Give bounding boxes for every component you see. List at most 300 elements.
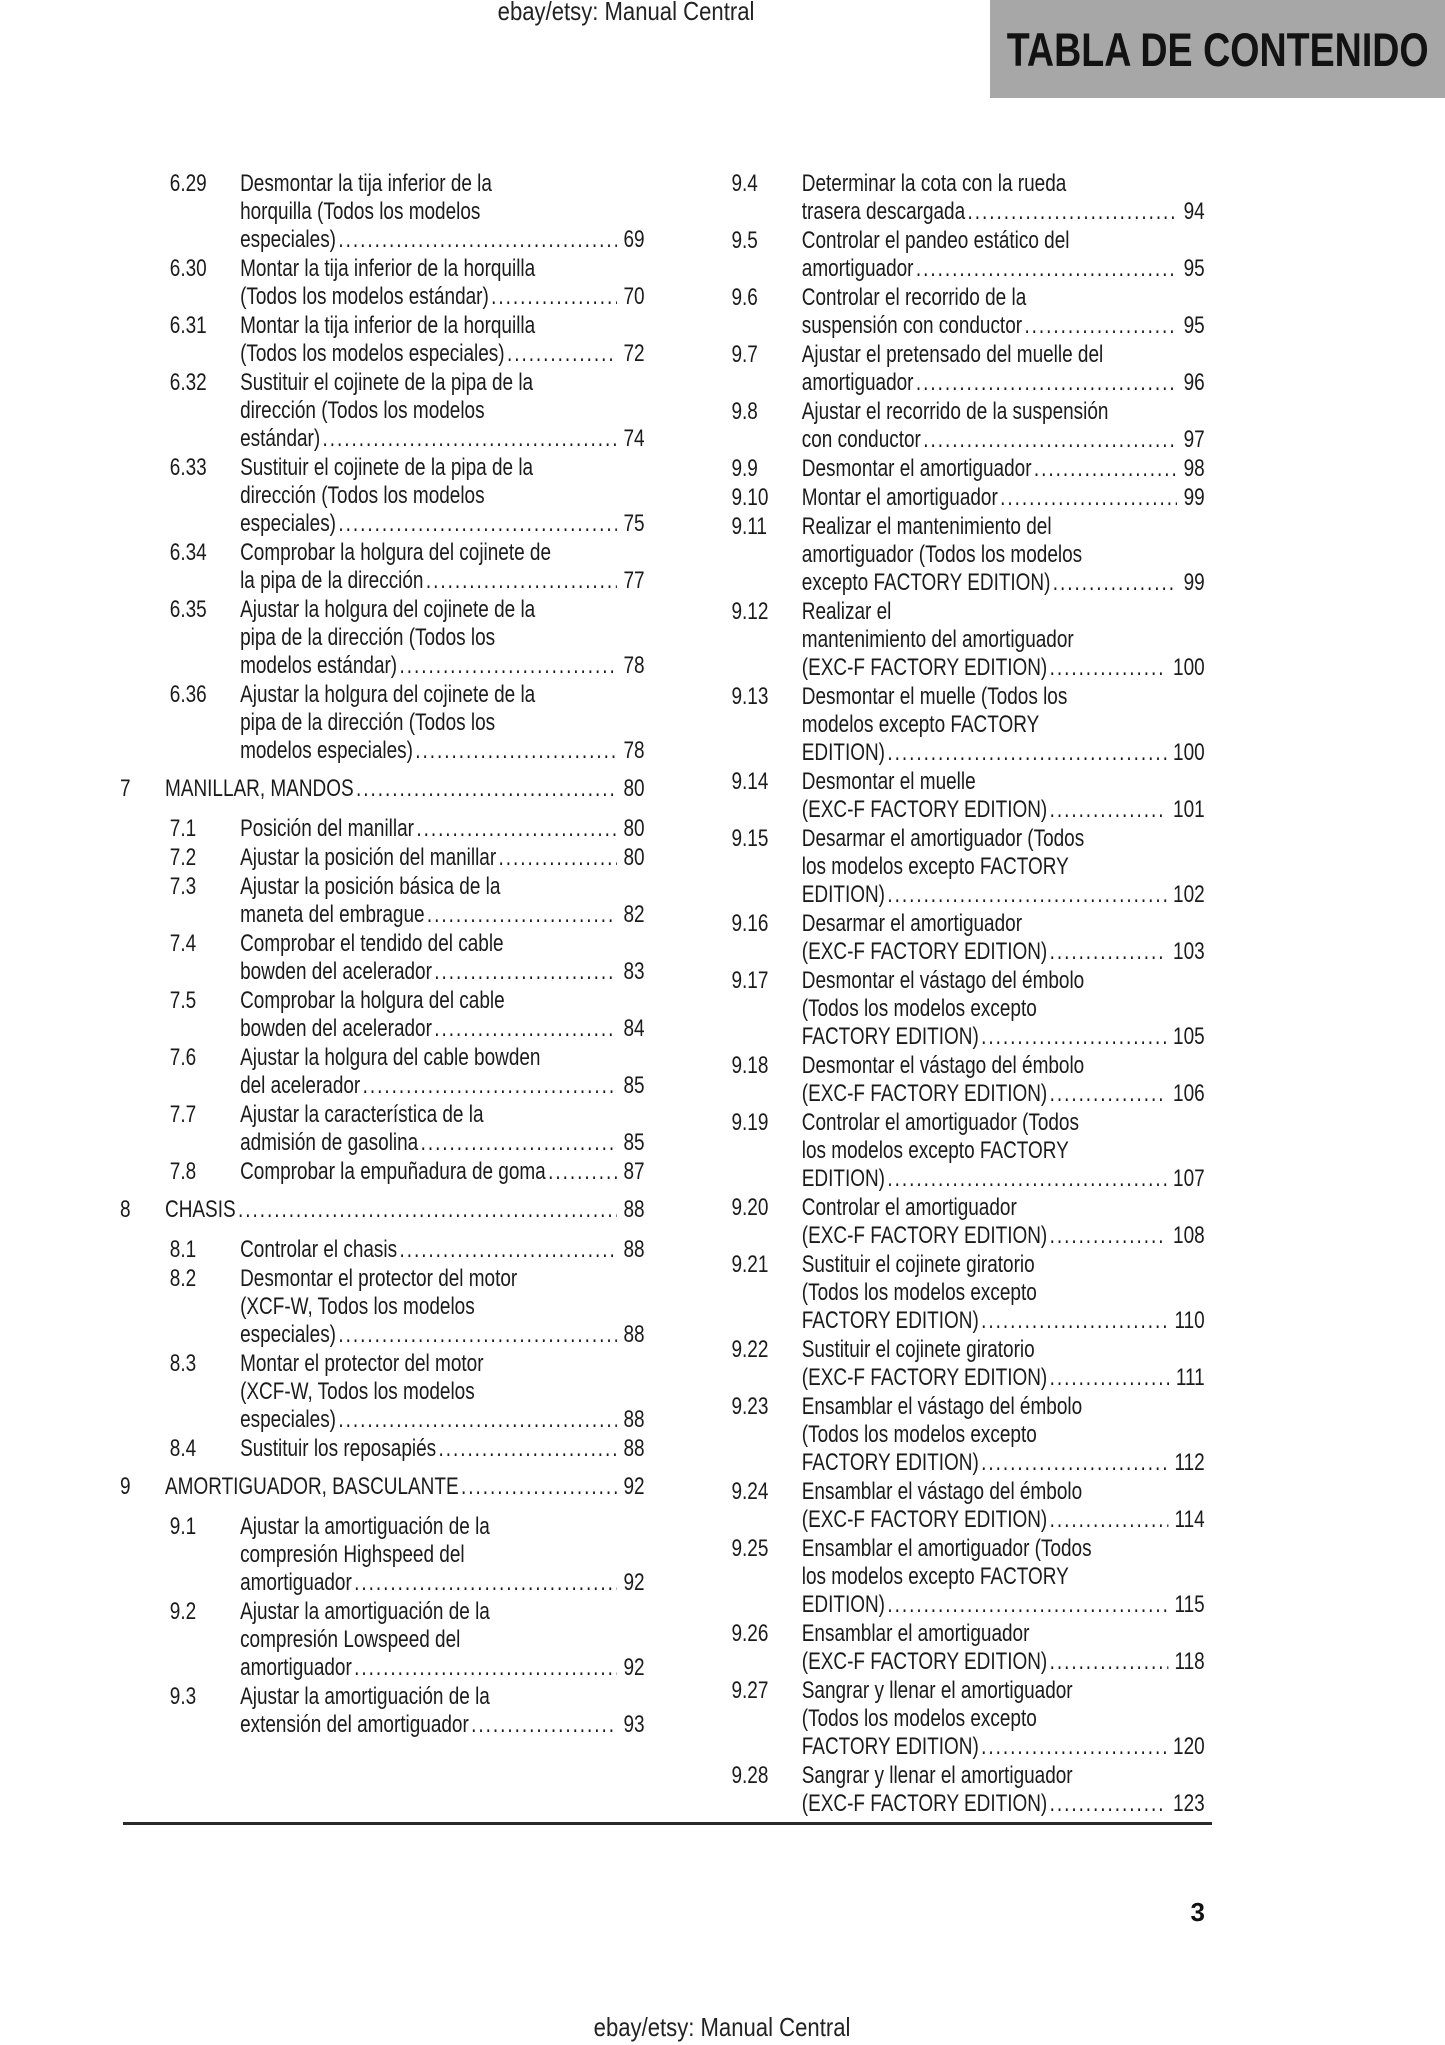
toc-page-ref: 88 bbox=[623, 1196, 645, 1223]
toc-entry-text-line: (Todos los modelos especiales) bbox=[240, 340, 505, 367]
footer-watermark-text: ebay/etsy: Manual Central bbox=[594, 2012, 851, 2042]
toc-entry-number: 9.26 bbox=[731, 1620, 769, 1647]
toc-entry bbox=[120, 1598, 645, 1682]
toc-page-ref: 88 bbox=[623, 1435, 645, 1462]
dot-leader bbox=[338, 510, 617, 538]
toc-entry-text-line: Sangrar y llenar el amortiguador bbox=[801, 1762, 1073, 1789]
dot-leader bbox=[471, 1711, 617, 1739]
toc-entry-last-line bbox=[240, 1072, 644, 1100]
dot-leader bbox=[1000, 484, 1177, 512]
toc-entry-number: 9.6 bbox=[731, 284, 758, 311]
toc-entry-last-line bbox=[802, 938, 1205, 966]
toc-entry-text-line: AMORTIGUADOR, BASCULANTE bbox=[165, 1473, 459, 1500]
toc-entry bbox=[682, 1762, 1205, 1818]
dot-leader bbox=[507, 340, 617, 368]
dot-leader bbox=[427, 901, 617, 929]
toc-entry-body bbox=[802, 284, 1205, 340]
toc-page-ref: 92 bbox=[623, 1654, 645, 1681]
dot-leader bbox=[887, 1591, 1168, 1619]
toc-entry-text-line: amortiguador bbox=[240, 1569, 352, 1596]
toc-entry-number: 9.25 bbox=[731, 1535, 769, 1562]
toc-entry bbox=[120, 1101, 645, 1157]
dot-leader bbox=[338, 226, 617, 254]
toc-entry-number: 7.6 bbox=[169, 1044, 197, 1071]
toc-page-ref: 94 bbox=[1183, 198, 1205, 225]
toc-page-ref: 100 bbox=[1173, 739, 1205, 766]
toc-entry-number: 9.23 bbox=[731, 1393, 769, 1420]
toc-entry-text-line: extensión del amortiguador bbox=[240, 1711, 469, 1738]
toc-entry-body bbox=[240, 987, 644, 1043]
toc-entry-number: 9.11 bbox=[731, 513, 767, 540]
toc-entry-text-line: EDITION) bbox=[801, 1591, 885, 1618]
toc-entry-number: 9.18 bbox=[731, 1052, 769, 1079]
toc-entry bbox=[682, 170, 1205, 226]
toc-entry-text-line: Comprobar la empuñadura de goma bbox=[240, 1158, 546, 1185]
toc-entry bbox=[120, 1265, 645, 1349]
toc-page-ref: 120 bbox=[1173, 1733, 1205, 1760]
toc-entry bbox=[120, 873, 645, 929]
toc-entry bbox=[682, 1194, 1205, 1250]
toc-entry-text-line: Ensamblar el amortiguador (Todos bbox=[801, 1535, 1092, 1562]
dot-leader bbox=[1050, 1648, 1169, 1676]
toc-page-ref: 102 bbox=[1173, 881, 1205, 908]
toc-entry-text-line: los modelos excepto FACTORY bbox=[801, 853, 1069, 880]
toc-entry-number: 7.4 bbox=[169, 930, 197, 957]
toc-entry-text-line: FACTORY EDITION) bbox=[801, 1449, 979, 1476]
dot-leader bbox=[1050, 654, 1167, 682]
toc-page-ref: 85 bbox=[623, 1072, 645, 1099]
toc-entry-text-line: Controlar el amortiguador bbox=[801, 1194, 1017, 1221]
dot-leader bbox=[421, 1129, 618, 1157]
toc-entry-last-line bbox=[165, 1473, 645, 1501]
toc-entry bbox=[120, 815, 645, 843]
toc-page-ref: 82 bbox=[623, 901, 645, 928]
toc-page-ref: 107 bbox=[1173, 1165, 1205, 1192]
toc-entry-text-line: Controlar el amortiguador (Todos bbox=[801, 1109, 1079, 1136]
toc-entry-number: 9.14 bbox=[731, 768, 769, 795]
toc-entry-body bbox=[165, 1473, 645, 1501]
toc-entry-last-line bbox=[240, 1129, 644, 1157]
toc-entry-number: 9.21 bbox=[731, 1251, 769, 1278]
toc-entry-text-line: Ajustar la posición del manillar bbox=[240, 844, 497, 871]
toc-page-ref: 84 bbox=[623, 1015, 645, 1042]
toc-entry-body bbox=[802, 170, 1205, 226]
toc-entry-text-line: Ajustar la posición básica de la bbox=[240, 873, 501, 900]
toc-entry bbox=[682, 598, 1205, 682]
toc-entry-text-line: del acelerador bbox=[240, 1072, 361, 1099]
toc-entry-last-line bbox=[802, 1222, 1205, 1250]
toc-page-ref: 72 bbox=[623, 340, 645, 367]
toc-entry-text-line: Desmontar el vástago del émbolo bbox=[801, 967, 1085, 994]
toc-entry-last-line bbox=[802, 739, 1205, 767]
toc-entry-last-line bbox=[802, 881, 1205, 909]
toc-entry bbox=[120, 1158, 645, 1186]
toc-entry-text-line: los modelos excepto FACTORY bbox=[801, 1137, 1069, 1164]
toc-entry-number: 9.7 bbox=[731, 341, 758, 368]
toc-entry-text-line: (EXC-F FACTORY EDITION) bbox=[801, 796, 1048, 823]
toc-entry-number: 6.30 bbox=[169, 255, 207, 282]
toc-entry-number: 9.5 bbox=[731, 227, 758, 254]
dot-leader bbox=[1053, 569, 1177, 597]
dot-leader bbox=[356, 775, 617, 803]
toc-entry-text-line: especiales) bbox=[240, 226, 336, 253]
dot-leader bbox=[491, 283, 617, 311]
toc-entry-text-line: (EXC-F FACTORY EDITION) bbox=[801, 654, 1048, 681]
toc-entry-text-line: FACTORY EDITION) bbox=[801, 1307, 979, 1334]
toc-entry-body bbox=[802, 683, 1205, 767]
toc-entry bbox=[682, 1535, 1205, 1619]
toc-entry-text-line: Sustituir los reposapiés bbox=[240, 1435, 437, 1462]
dot-leader bbox=[887, 881, 1166, 909]
toc-entry bbox=[682, 341, 1205, 397]
toc-entry-text-line: Comprobar la holgura del cojinete de bbox=[240, 539, 552, 566]
toc-entry bbox=[682, 1336, 1205, 1392]
toc-entry-text-line: bowden del acelerador bbox=[240, 1015, 432, 1042]
toc-column-left bbox=[120, 170, 645, 1819]
toc-entry-number: 9.17 bbox=[731, 967, 769, 994]
toc-entry-last-line bbox=[240, 901, 644, 929]
toc-page-ref: 83 bbox=[623, 958, 645, 985]
toc-entry-body bbox=[240, 1044, 644, 1100]
toc-entry-text-line: (EXC-F FACTORY EDITION) bbox=[801, 1790, 1048, 1817]
toc-entry-body bbox=[802, 1535, 1205, 1619]
toc-entry-body bbox=[165, 1196, 645, 1224]
toc-entry-number: 7.8 bbox=[169, 1158, 197, 1185]
toc-entry-last-line bbox=[802, 796, 1205, 824]
toc-page-ref: 80 bbox=[623, 815, 645, 842]
toc-entry-text-line: admisión de gasolina bbox=[240, 1129, 419, 1156]
dot-leader bbox=[238, 1196, 617, 1224]
toc-entry-number: 7.2 bbox=[169, 844, 197, 871]
toc-entry-last-line bbox=[240, 1158, 644, 1186]
toc-entry-text-line: especiales) bbox=[240, 1406, 336, 1433]
toc-entry-text-line: (XCF-W, Todos los modelos bbox=[240, 1378, 475, 1405]
toc-page-ref: 78 bbox=[623, 737, 645, 764]
toc-entry-number: 6.32 bbox=[169, 369, 207, 396]
dot-leader bbox=[461, 1473, 617, 1501]
toc-entry-text-line: Sustituir el cojinete giratorio bbox=[801, 1336, 1035, 1363]
toc-entry-body bbox=[240, 1236, 644, 1264]
toc-entry-number: 9.4 bbox=[731, 170, 758, 197]
dot-leader bbox=[338, 1321, 617, 1349]
toc-page-ref: 108 bbox=[1173, 1222, 1205, 1249]
toc-entry-text-line: dirección (Todos los modelos bbox=[240, 482, 485, 509]
toc-entry-number: 8.1 bbox=[169, 1236, 197, 1263]
toc-entry bbox=[120, 1350, 645, 1434]
toc-entry-last-line bbox=[240, 652, 644, 680]
toc-entry-body bbox=[240, 454, 644, 538]
toc-entry-number: 7 bbox=[120, 775, 131, 802]
toc-entry-last-line bbox=[240, 1321, 644, 1349]
dot-leader bbox=[1050, 1364, 1170, 1392]
toc-entry-text-line: Ajustar el recorrido de la suspensión bbox=[801, 398, 1109, 425]
dot-leader bbox=[1050, 1790, 1167, 1818]
dot-leader bbox=[1050, 796, 1167, 824]
toc-entry-text-line: pipa de la dirección (Todos los bbox=[240, 624, 496, 651]
toc-entry-body bbox=[240, 596, 644, 680]
toc-entry-body bbox=[802, 967, 1205, 1051]
table-of-contents bbox=[120, 170, 1205, 1819]
toc-entry-text-line: amortiguador (Todos los modelos bbox=[801, 541, 1083, 568]
toc-entry bbox=[682, 768, 1205, 824]
toc-entry-last-line bbox=[240, 958, 644, 986]
toc-entry-number: 6.29 bbox=[169, 170, 207, 197]
toc-entry bbox=[682, 1393, 1205, 1477]
toc-page-ref: 77 bbox=[623, 567, 645, 594]
toc-entry bbox=[120, 170, 645, 254]
toc-entry-body bbox=[802, 1393, 1205, 1477]
toc-page-ref: 88 bbox=[623, 1321, 645, 1348]
toc-entry bbox=[120, 255, 645, 311]
dot-leader bbox=[416, 815, 617, 843]
toc-entry-text-line: (EXC-F FACTORY EDITION) bbox=[801, 1222, 1048, 1249]
dot-leader bbox=[438, 1435, 617, 1463]
dot-leader bbox=[548, 1158, 617, 1186]
toc-entry-body bbox=[802, 484, 1205, 512]
toc-entry-last-line bbox=[240, 815, 644, 843]
toc-entry-number: 7.5 bbox=[169, 987, 197, 1014]
toc-entry-last-line bbox=[802, 654, 1205, 682]
toc-entry-text-line: amortiguador bbox=[801, 369, 914, 396]
toc-entry-last-line bbox=[240, 510, 644, 538]
toc-entry-text-line: Ajustar la característica de la bbox=[240, 1101, 484, 1128]
toc-entry-body bbox=[802, 398, 1205, 454]
dot-leader bbox=[923, 426, 1177, 454]
toc-entry bbox=[120, 844, 645, 872]
toc-entry-text-line: Comprobar el tendido del cable bbox=[240, 930, 504, 957]
toc-page-ref: 110 bbox=[1174, 1307, 1205, 1334]
toc-entry-last-line bbox=[240, 1711, 644, 1739]
toc-entry bbox=[120, 987, 645, 1043]
toc-entry-body bbox=[802, 768, 1205, 824]
toc-entry-last-line bbox=[240, 1236, 644, 1264]
toc-entry bbox=[120, 1044, 645, 1100]
dot-leader bbox=[399, 1236, 617, 1264]
dot-leader bbox=[354, 1569, 617, 1597]
toc-entry bbox=[682, 398, 1205, 454]
dot-leader bbox=[323, 425, 618, 453]
toc-entry-text-line: estándar) bbox=[240, 425, 321, 452]
toc-entry-text-line: Realizar el mantenimiento del bbox=[801, 513, 1052, 540]
toc-entry bbox=[120, 539, 645, 595]
toc-entry-body bbox=[165, 775, 645, 803]
toc-entry-body bbox=[802, 825, 1205, 909]
toc-entry-text-line: Ensamblar el vástago del émbolo bbox=[801, 1393, 1083, 1420]
toc-section-entry bbox=[120, 775, 645, 803]
toc-page-ref: 103 bbox=[1173, 938, 1205, 965]
dot-leader bbox=[916, 255, 1177, 283]
toc-entry-number: 6.34 bbox=[169, 539, 207, 566]
dot-leader bbox=[1034, 455, 1177, 483]
toc-entry-last-line bbox=[240, 283, 644, 311]
toc-entry-body bbox=[802, 455, 1205, 483]
toc-entry-text-line: CHASIS bbox=[165, 1196, 236, 1223]
dot-leader bbox=[887, 1165, 1166, 1193]
toc-entry bbox=[120, 369, 645, 453]
toc-entry-number: 9.1 bbox=[169, 1513, 197, 1540]
toc-entry-text-line: Ajustar la amortiguación de la bbox=[240, 1513, 490, 1540]
toc-entry bbox=[682, 910, 1205, 966]
dot-leader bbox=[981, 1449, 1168, 1477]
dot-leader bbox=[1050, 938, 1167, 966]
toc-entry bbox=[682, 455, 1205, 483]
toc-entry-text-line: Desmontar la tija inferior de la bbox=[240, 170, 492, 197]
toc-entry-last-line bbox=[165, 1196, 645, 1224]
toc-entry-last-line bbox=[240, 567, 644, 595]
toc-entry-number: 9.9 bbox=[731, 455, 758, 482]
page-number: 3 bbox=[1190, 1897, 1205, 1927]
toc-entry bbox=[120, 312, 645, 368]
toc-entry-text-line: Desmontar el vástago del émbolo bbox=[801, 1052, 1085, 1079]
toc-column-right bbox=[682, 170, 1205, 1819]
toc-entry-text-line: EDITION) bbox=[801, 1165, 885, 1192]
toc-entry bbox=[120, 1683, 645, 1739]
toc-entry bbox=[120, 1236, 645, 1264]
toc-entry-number: 8 bbox=[120, 1196, 131, 1223]
toc-entry-body bbox=[240, 1598, 644, 1682]
toc-entry bbox=[120, 1435, 645, 1463]
toc-entry-last-line bbox=[802, 255, 1205, 283]
toc-entry-last-line bbox=[802, 1023, 1205, 1051]
toc-entry-number: 6.31 bbox=[169, 312, 207, 339]
toc-entry-last-line bbox=[240, 1015, 644, 1043]
toc-entry-body bbox=[802, 1052, 1205, 1108]
toc-page-ref: 106 bbox=[1173, 1080, 1205, 1107]
toc-entry-last-line bbox=[802, 1364, 1205, 1392]
toc-entry-number: 9.13 bbox=[731, 683, 769, 710]
toc-entry-text-line: (Todos los modelos excepto bbox=[801, 1421, 1037, 1448]
dot-leader bbox=[916, 369, 1177, 397]
toc-entry-number: 9.8 bbox=[731, 398, 758, 425]
toc-entry-last-line bbox=[802, 1591, 1205, 1619]
toc-section-entry bbox=[120, 1473, 645, 1501]
toc-entry-text-line: Desarmar el amortiguador bbox=[801, 910, 1023, 937]
toc-entry-body bbox=[240, 1265, 644, 1349]
dot-leader bbox=[1050, 1080, 1167, 1108]
dot-leader bbox=[363, 1072, 618, 1100]
toc-entry-text-line: horquilla (Todos los modelos bbox=[240, 198, 481, 225]
toc-entry-last-line bbox=[240, 226, 644, 254]
toc-entry-number: 9.2 bbox=[169, 1598, 197, 1625]
page-title: TABLA DE CONTENIDO bbox=[1006, 22, 1429, 76]
toc-entry-last-line bbox=[802, 1790, 1205, 1818]
toc-page-ref: 99 bbox=[1183, 484, 1205, 511]
dot-leader bbox=[887, 739, 1166, 767]
toc-page-ref: 112 bbox=[1174, 1449, 1205, 1476]
footer-watermark bbox=[0, 2012, 1445, 2042]
toc-entry-last-line bbox=[802, 1506, 1205, 1534]
dot-leader bbox=[399, 652, 617, 680]
toc-entry-text-line: la pipa de la dirección bbox=[240, 567, 424, 594]
toc-page-ref: 93 bbox=[623, 1711, 645, 1738]
toc-entry-last-line bbox=[802, 1648, 1205, 1676]
toc-page-ref: 98 bbox=[1183, 455, 1205, 482]
toc-entry-body bbox=[240, 255, 644, 311]
toc-entry-number: 6.33 bbox=[169, 454, 207, 481]
toc-entry-last-line bbox=[802, 1307, 1205, 1335]
toc-entry bbox=[120, 930, 645, 986]
toc-entry-last-line bbox=[802, 198, 1205, 226]
toc-entry bbox=[682, 1251, 1205, 1335]
toc-entry-text-line: MANILLAR, MANDOS bbox=[165, 775, 354, 802]
toc-entry-body bbox=[240, 681, 644, 765]
toc-page-ref: 88 bbox=[623, 1406, 645, 1433]
toc-entry-last-line bbox=[802, 484, 1205, 512]
toc-entry-number: 8.4 bbox=[169, 1435, 197, 1462]
toc-entry-text-line: Posición del manillar bbox=[240, 815, 414, 842]
toc-entry bbox=[682, 1478, 1205, 1534]
toc-entry-body bbox=[802, 910, 1205, 966]
toc-entry-text-line: (Todos los modelos estándar) bbox=[240, 283, 489, 310]
toc-entry-number: 7.7 bbox=[169, 1101, 197, 1128]
toc-entry-last-line bbox=[240, 340, 644, 368]
toc-page-ref: 115 bbox=[1174, 1591, 1205, 1618]
dot-leader bbox=[968, 198, 1178, 226]
dot-leader bbox=[434, 1015, 617, 1043]
toc-entry-text-line: Determinar la cota con la rueda bbox=[801, 170, 1067, 197]
toc-entry-text-line: Realizar el bbox=[801, 598, 892, 625]
toc-entry-last-line bbox=[802, 1449, 1205, 1477]
toc-page-ref: 99 bbox=[1183, 569, 1205, 596]
toc-entry-last-line bbox=[802, 369, 1205, 397]
toc-entry-text-line: Montar el amortiguador bbox=[801, 484, 998, 511]
toc-entry-text-line: especiales) bbox=[240, 1321, 336, 1348]
toc-entry-text-line: modelos especiales) bbox=[240, 737, 413, 764]
toc-entry bbox=[682, 683, 1205, 767]
toc-entry-body bbox=[240, 1435, 644, 1463]
toc-entry-body bbox=[240, 1513, 644, 1597]
toc-entry-text-line: EDITION) bbox=[801, 739, 885, 766]
toc-entry-text-line: excepto FACTORY EDITION) bbox=[801, 569, 1051, 596]
toc-entry-body bbox=[802, 1677, 1205, 1761]
toc-entry-text-line: Ajustar la holgura del cojinete de la bbox=[240, 681, 536, 708]
toc-entry-last-line bbox=[802, 569, 1205, 597]
toc-page-ref: 95 bbox=[1183, 312, 1205, 339]
toc-entry bbox=[120, 454, 645, 538]
toc-entry-body bbox=[240, 930, 644, 986]
toc-entry-body bbox=[802, 341, 1205, 397]
toc-entry-last-line bbox=[240, 844, 644, 872]
toc-page-ref: 114 bbox=[1174, 1506, 1205, 1533]
toc-entry-number: 9.10 bbox=[731, 484, 769, 511]
toc-entry-last-line bbox=[802, 312, 1205, 340]
toc-entry-text-line: pipa de la dirección (Todos los bbox=[240, 709, 496, 736]
toc-page-ref: 92 bbox=[623, 1473, 645, 1500]
toc-entry-last-line bbox=[240, 1654, 644, 1682]
toc-entry bbox=[682, 825, 1205, 909]
toc-page-ref: 75 bbox=[623, 510, 645, 537]
toc-page-ref: 123 bbox=[1173, 1790, 1205, 1817]
toc-entry-text-line: Sustituir el cojinete de la pipa de la bbox=[240, 454, 534, 481]
toc-entry-text-line: maneta del embrague bbox=[240, 901, 425, 928]
toc-entry-number: 6.36 bbox=[169, 681, 207, 708]
toc-entry-text-line: FACTORY EDITION) bbox=[801, 1733, 979, 1760]
toc-entry-number: 7.1 bbox=[169, 815, 197, 842]
dot-leader bbox=[338, 1406, 617, 1434]
toc-page-ref: 96 bbox=[1183, 369, 1205, 396]
dot-leader bbox=[1050, 1506, 1169, 1534]
toc-entry-text-line: Montar el protector del motor bbox=[240, 1350, 484, 1377]
toc-entry-body bbox=[802, 598, 1205, 682]
toc-entry-text-line: Montar la tija inferior de la horquilla bbox=[240, 312, 536, 339]
toc-entry bbox=[682, 1620, 1205, 1676]
toc-entry-last-line bbox=[802, 1165, 1205, 1193]
toc-entry-last-line bbox=[240, 1406, 644, 1434]
toc-entry-text-line: (EXC-F FACTORY EDITION) bbox=[801, 1506, 1048, 1533]
toc-page-ref: 111 bbox=[1175, 1364, 1205, 1391]
toc-entry-text-line: modelos excepto FACTORY bbox=[801, 711, 1040, 738]
toc-entry-last-line bbox=[240, 737, 644, 765]
